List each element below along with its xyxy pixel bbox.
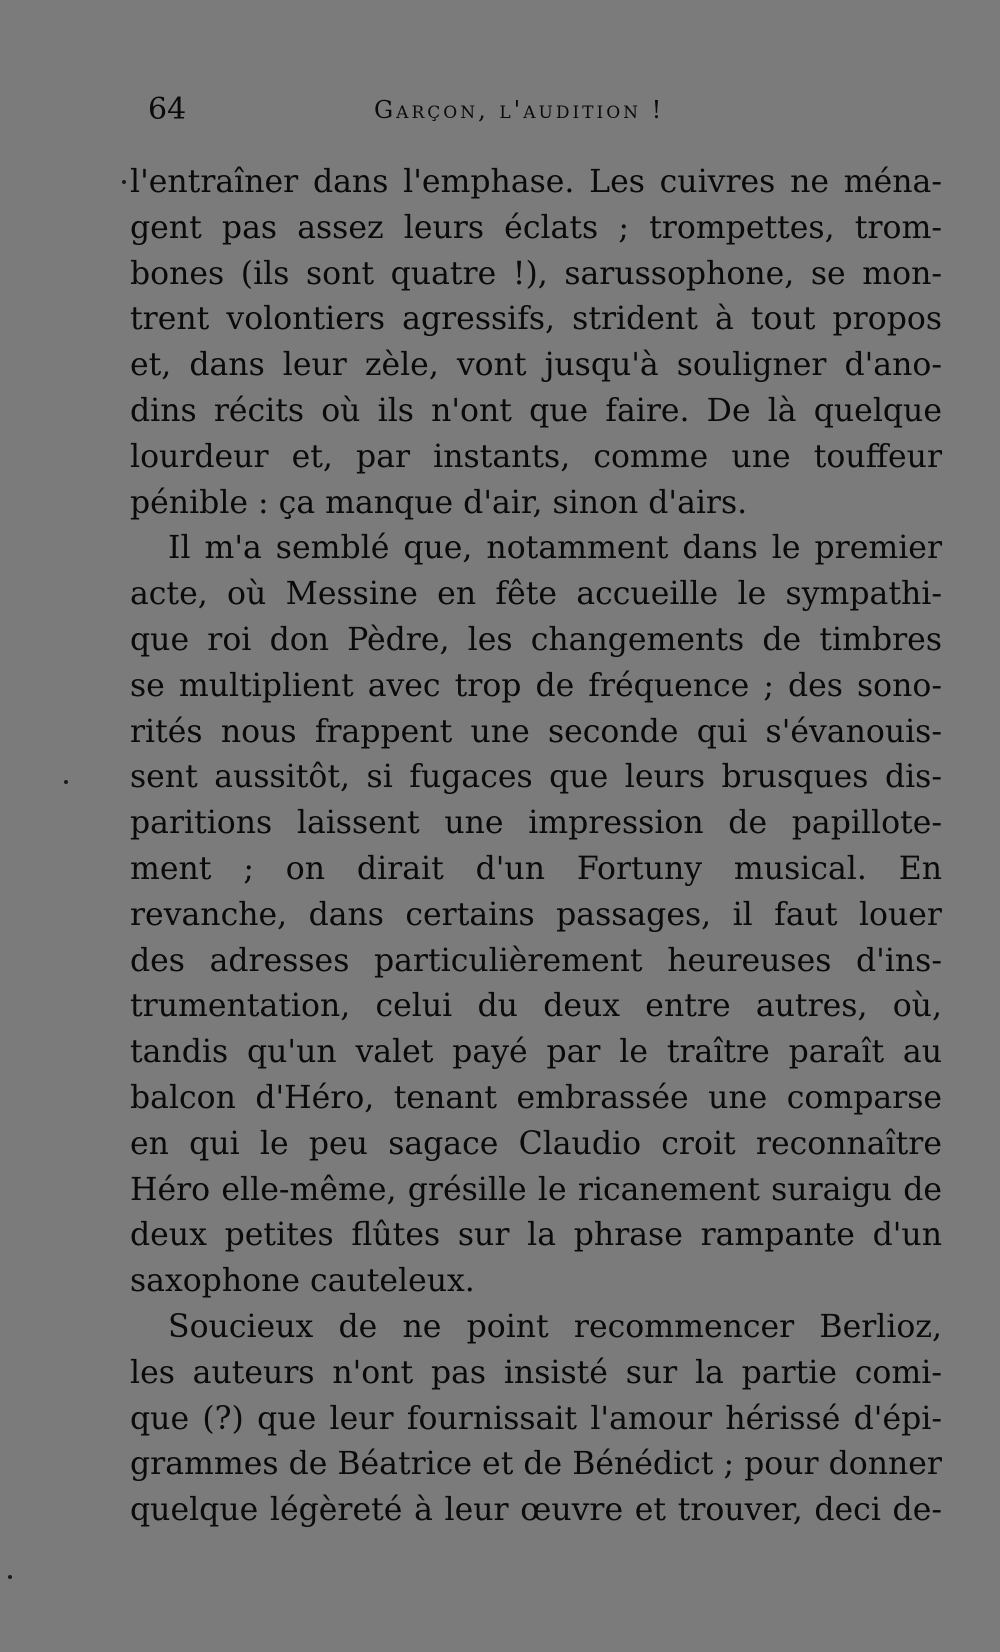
text-line: ment ; on dirait d'un Fortuny musical. En — [130, 850, 942, 887]
text-line: deux petites flûtes sur la phrase rampante d'un — [130, 1217, 942, 1254]
page-header — [148, 92, 748, 132]
text-line: dins récits où ils n'ont que faire. De là quelque — [130, 392, 942, 429]
text-line: l'entraîner dans l'emphase. Les cuivres ne ména- — [130, 164, 942, 200]
text-line: paritions laissent une impression de papillote- — [130, 805, 942, 842]
text-line: trent volontiers agressifs, strident à tout propos — [130, 301, 942, 338]
text-line: sent aussitôt, si fugaces que leurs brusques dis- — [130, 759, 942, 796]
text-line: balcon d'Héro, tenant embrassée une comparse — [130, 1079, 942, 1116]
print-speck — [8, 1575, 12, 1579]
text-line: trumentation, celui du deux entre autres, où, — [130, 988, 942, 1025]
text-line: rités nous frappent une seconde qui s'évanouis- — [130, 713, 942, 750]
text-line: bones (ils sont quatre !), sarussophone, se mon- — [130, 255, 942, 292]
text-line: Soucieux de ne point recommencer Berlioz, — [168, 1308, 942, 1345]
text-line: revanche, dans certains passages, il faut louer — [130, 896, 942, 933]
text-line: que (?) que leur fournissait l'amour hérissé d'épi- — [130, 1400, 942, 1437]
text-line: en qui le peu sagace Claudio croit reconnaître — [130, 1125, 942, 1162]
text-line: acte, où Messine en fête accueille le sympathi- — [130, 576, 942, 613]
text-line: quelque légèreté à leur œuvre et trouver, deci de- — [130, 1492, 942, 1529]
text-line: et, dans leur zèle, vont jusqu'à souligner d'ano- — [130, 347, 942, 384]
text-line: saxophone cauteleux. — [130, 1263, 475, 1300]
page-number: 64 — [148, 92, 187, 127]
text-line: Héro elle-même, grésille le ricanement suraigu de — [130, 1171, 942, 1208]
body-text — [130, 160, 942, 1534]
text-line: lourdeur et, par instants, comme une touffeur — [130, 438, 942, 475]
text-line: des adresses particulièrement heureuses d'ins- — [130, 942, 942, 979]
text-line: tandis qu'un valet payé par le traître paraît au — [130, 1034, 942, 1071]
running-title: Garçon, l'audition ! — [374, 96, 665, 124]
text-line: que roi don Pèdre, les changements de timbres — [130, 621, 942, 658]
text-line: les auteurs n'ont pas insisté sur la partie comi- — [130, 1354, 942, 1391]
print-speck — [64, 780, 68, 784]
print-speck — [122, 180, 126, 184]
text-line: grammes de Béatrice et de Bénédict ; pour donner — [130, 1446, 942, 1483]
text-line: se multiplient avec trop de fréquence ; des sono- — [130, 667, 942, 704]
text-line: pénible : ça manque d'air, sinon d'airs. — [130, 484, 748, 521]
text-line: Il m'a semblé que, notamment dans le premier — [168, 530, 942, 567]
text-line: gent pas assez leurs éclats ; trompettes, trom- — [130, 209, 942, 246]
